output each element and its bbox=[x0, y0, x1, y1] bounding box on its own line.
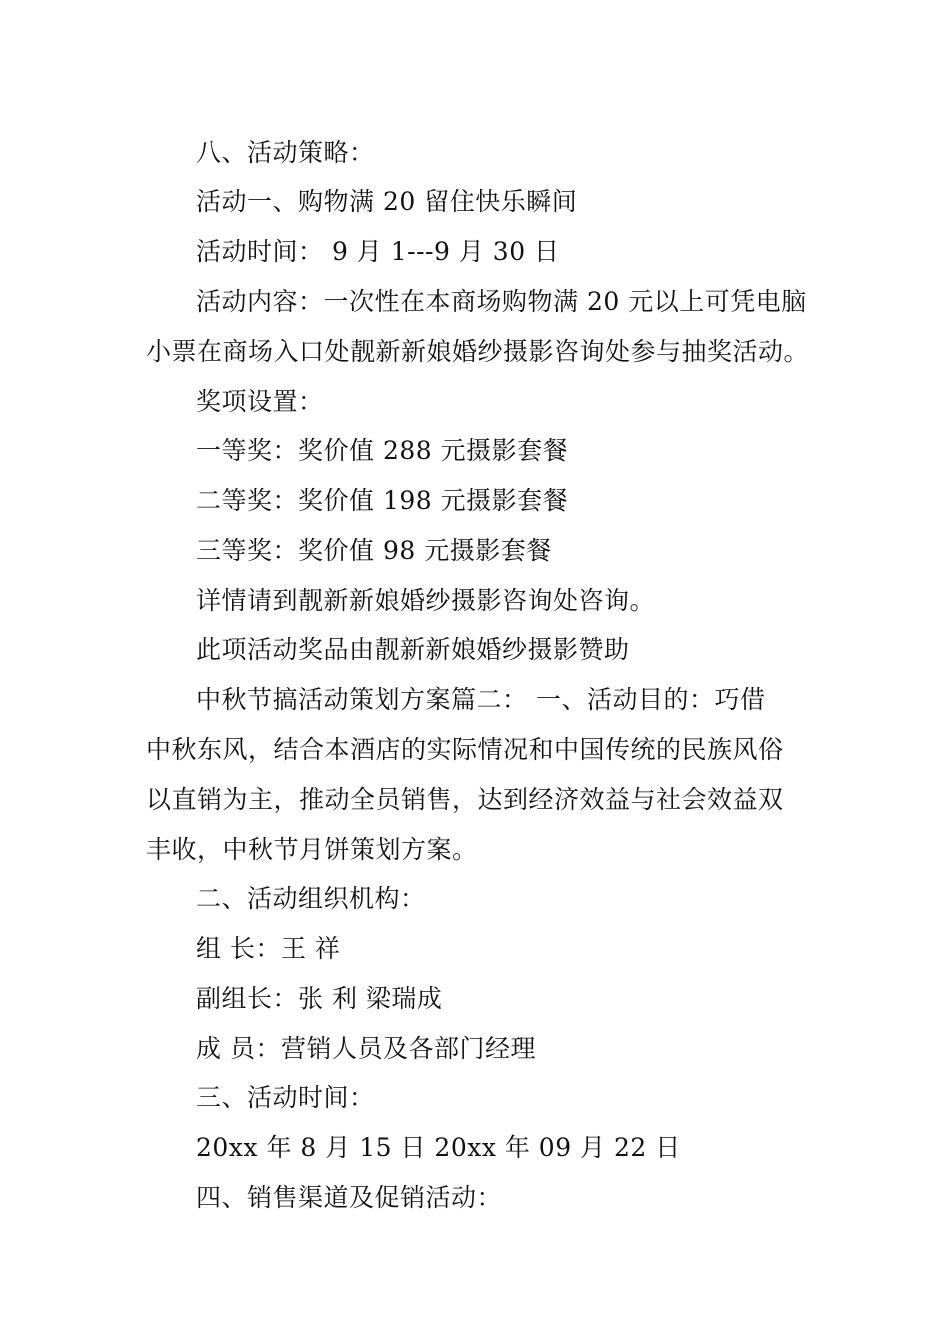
second-prize: 二等奖：奖价值 198 元摄影套餐 bbox=[196, 486, 569, 515]
sponsor-note: 此项活动奖品由靓新新娘婚纱摄影赞助 bbox=[196, 635, 630, 664]
activity-content-line-2: 小票在商场入口处靓新新娘婚纱摄影咨询处参与抽奖活动。 bbox=[146, 337, 810, 366]
sales-channels-heading: 四、销售渠道及促销活动： bbox=[196, 1183, 503, 1212]
plan-two-intro-line-3: 以直销为主，推动全员销售，达到经济效益与社会效益双 bbox=[146, 785, 784, 814]
activity-dates: 20xx 年 8 月 15 日 20xx 年 09 月 22 日 bbox=[196, 1133, 681, 1162]
details-note: 详情请到靓新新娘婚纱摄影咨询处咨询。 bbox=[196, 586, 656, 615]
activity-time-heading: 三、活动时间： bbox=[196, 1083, 375, 1112]
activity-time: 活动时间： 9 月 1---9 月 30 日 bbox=[196, 237, 560, 266]
team-leader: 组 长：王 祥 bbox=[196, 934, 341, 963]
plan-two-intro-line-4: 丰收，中秋节月饼策划方案。 bbox=[146, 835, 478, 864]
activity-one-title: 活动一、购物满 20 留住快乐瞬间 bbox=[196, 187, 578, 216]
heading-activity-strategy: 八、活动策略： bbox=[196, 138, 375, 167]
plan-two-intro-line-2: 中秋东风，结合本酒店的实际情况和中国传统的民族风俗 bbox=[146, 735, 784, 764]
first-prize: 一等奖：奖价值 288 元摄影套餐 bbox=[196, 436, 569, 465]
deputy-leader: 副组长：张 利 梁瑞成 bbox=[196, 984, 443, 1013]
organization-heading: 二、活动组织机构： bbox=[196, 884, 426, 913]
activity-content-line-1: 活动内容：一次性在本商场购物满 20 元以上可凭电脑 bbox=[196, 287, 807, 316]
prize-setup-heading: 奖项设置： bbox=[196, 387, 324, 416]
members: 成 员：营销人员及各部门经理 bbox=[196, 1034, 536, 1063]
plan-two-intro-line-1: 中秋节搞活动策划方案篇二： 一、活动目的：巧借 bbox=[196, 685, 766, 714]
third-prize: 三等奖：奖价值 98 元摄影套餐 bbox=[196, 536, 552, 565]
